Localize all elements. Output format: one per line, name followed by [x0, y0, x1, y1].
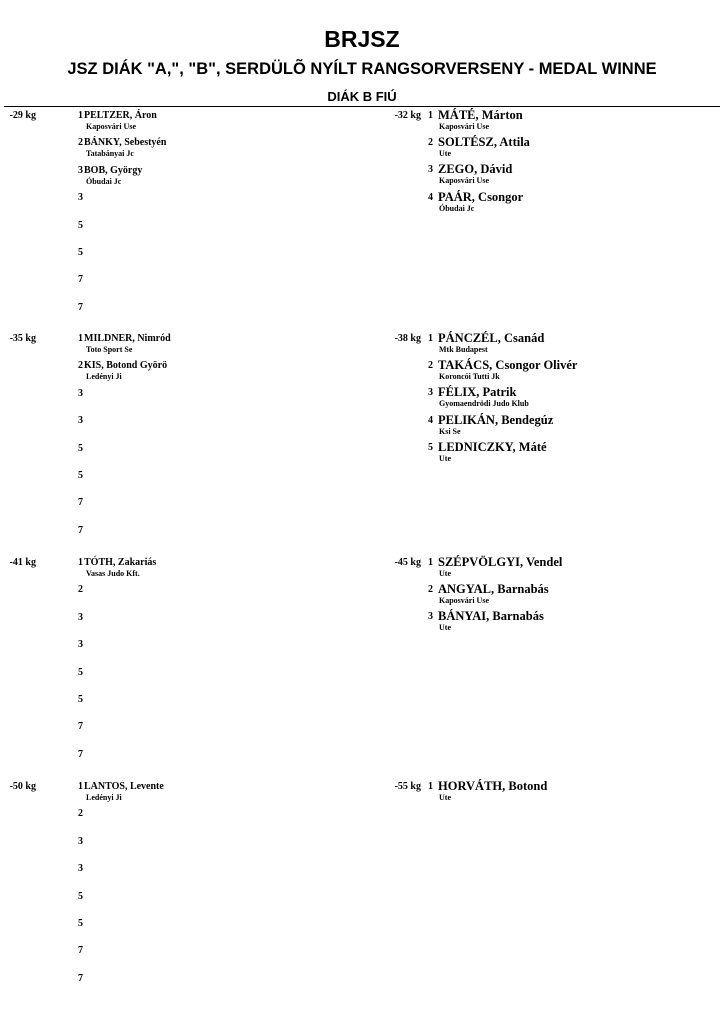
place-number: 5 — [78, 694, 83, 705]
place-number: 2 — [428, 137, 433, 148]
club-name: Tatabányai Jc — [86, 149, 134, 158]
place-number: 5 — [78, 891, 83, 902]
club-name: Óbudai Jc — [86, 177, 122, 186]
place-number: 5 — [78, 470, 83, 481]
athlete-name: ZEGO, Dávid — [438, 162, 513, 176]
club-name: Ksi Se — [439, 427, 461, 436]
place-number: 5 — [78, 667, 83, 678]
athlete-name: BÁNYAI, Barnabás — [438, 609, 544, 623]
club-name: Vasas Judo Kft. — [86, 569, 140, 578]
athlete-name: FÉLIX, Patrik — [438, 385, 517, 399]
place-number: 7 — [78, 749, 83, 760]
athlete-name: LEDNICZKY, Máté — [438, 440, 547, 454]
club-name: Ute — [439, 623, 451, 632]
place-number: 2 — [78, 360, 83, 371]
weight-label: -55 kg — [394, 781, 421, 792]
weight-class-block — [362, 781, 712, 1001]
header-divider — [4, 106, 720, 107]
place-number: 3 — [78, 836, 83, 847]
club-name: Koroncói Tutti Jk — [439, 372, 500, 381]
club-name: Ute — [439, 454, 451, 463]
place-number: 3 — [428, 164, 433, 175]
athlete-name: HORVÁTH, Botond — [438, 779, 548, 793]
weight-label: -35 kg — [9, 333, 36, 344]
athlete-name: ANGYAL, Barnabás — [438, 582, 549, 596]
club-name: Ute — [439, 569, 451, 578]
athlete-name: MILDNER, Nimród — [84, 333, 171, 344]
place-number: 7 — [78, 945, 83, 956]
athlete-name: PELTZER, Áron — [84, 110, 157, 121]
place-number: 1 — [78, 781, 83, 792]
place-number: 7 — [78, 497, 83, 508]
athlete-name: SOLTÉSZ, Attila — [438, 135, 530, 149]
place-number: 1 — [428, 557, 433, 568]
place-number: 3 — [78, 165, 83, 176]
document-title: BRJSZ — [324, 26, 400, 52]
place-number: 1 — [78, 333, 83, 344]
athlete-name: TÓTH, Zakariás — [84, 557, 157, 568]
place-number: 1 — [428, 333, 433, 344]
place-number: 5 — [428, 442, 433, 453]
place-number: 5 — [78, 443, 83, 454]
place-number: 2 — [78, 808, 83, 819]
category-title: DIÁK B FIÚ — [327, 89, 397, 104]
weight-label: -50 kg — [9, 781, 36, 792]
weight-class-block — [4, 781, 354, 1001]
place-number: 7 — [78, 274, 83, 285]
place-number: 1 — [78, 110, 83, 121]
place-number: 3 — [428, 387, 433, 398]
club-name: Ute — [439, 793, 451, 802]
club-name: Kaposvári Use — [439, 176, 489, 185]
weight-class-block — [362, 110, 712, 330]
club-name: Toto Sport Se — [86, 345, 133, 354]
weight-label: -32 kg — [394, 110, 421, 121]
athlete-name: PÁNCZÉL, Csanád — [438, 331, 545, 345]
club-name: Ute — [439, 149, 451, 158]
weight-label: -29 kg — [9, 110, 36, 121]
club-name: Kaposvári Use — [439, 596, 489, 605]
athlete-name: PELIKÁN, Bendegúz — [438, 413, 554, 427]
place-number: 7 — [78, 525, 83, 536]
club-name: Ledényi Ji — [86, 372, 122, 381]
place-number: 1 — [78, 557, 83, 568]
place-number: 3 — [78, 415, 83, 426]
place-number: 4 — [428, 192, 433, 203]
club-name: Ledényi Ji — [86, 793, 122, 802]
weight-label: -45 kg — [394, 557, 421, 568]
place-number: 3 — [78, 192, 83, 203]
place-number: 5 — [78, 247, 83, 258]
place-number: 3 — [78, 388, 83, 399]
place-number: 1 — [428, 110, 433, 121]
athlete-name: TAKÁCS, Csongor Olivér — [438, 358, 578, 372]
place-number: 7 — [78, 721, 83, 732]
club-name: Gyomaendrödi Judo Klub — [439, 399, 529, 408]
weight-label: -41 kg — [9, 557, 36, 568]
place-number: 3 — [78, 612, 83, 623]
club-name: Kaposvári Use — [439, 122, 489, 131]
weight-class-block — [4, 110, 354, 330]
weight-class-block — [362, 557, 712, 777]
place-number: 2 — [428, 360, 433, 371]
place-number: 5 — [78, 220, 83, 231]
athlete-name: MÁTÉ, Márton — [438, 108, 523, 122]
place-number: 7 — [78, 973, 83, 984]
place-number: 3 — [78, 863, 83, 874]
club-name: Kaposvári Use — [86, 122, 136, 131]
place-number: 2 — [78, 584, 83, 595]
athlete-name: BOB, György — [84, 165, 143, 176]
athlete-name: SZÉPVÖLGYI, Vendel — [438, 555, 563, 569]
competition-title: JSZ DIÁK "A,", "B", SERDÜLÕ NYÍLT RANGSORVERSENY - MEDAL WINNE — [67, 60, 657, 78]
place-number: 2 — [78, 137, 83, 148]
athlete-name: PAÁR, Csongor — [438, 190, 524, 204]
club-name: Óbudai Jc — [439, 204, 475, 213]
place-number: 2 — [428, 584, 433, 595]
place-number: 3 — [78, 639, 83, 650]
athlete-name: KIS, Botond Györö — [84, 360, 168, 371]
place-number: 3 — [428, 611, 433, 622]
athlete-name: BÁNKY, Sebestyén — [84, 137, 167, 148]
weight-class-block — [4, 333, 354, 553]
place-number: 1 — [428, 781, 433, 792]
club-name: Mtk Budapest — [439, 345, 488, 354]
place-number: 5 — [78, 918, 83, 929]
place-number: 4 — [428, 415, 433, 426]
place-number: 7 — [78, 302, 83, 313]
athlete-name: LANTOS, Levente — [84, 781, 164, 792]
weight-class-block — [4, 557, 354, 777]
weight-class-block — [362, 333, 712, 553]
weight-label: -38 kg — [394, 333, 421, 344]
